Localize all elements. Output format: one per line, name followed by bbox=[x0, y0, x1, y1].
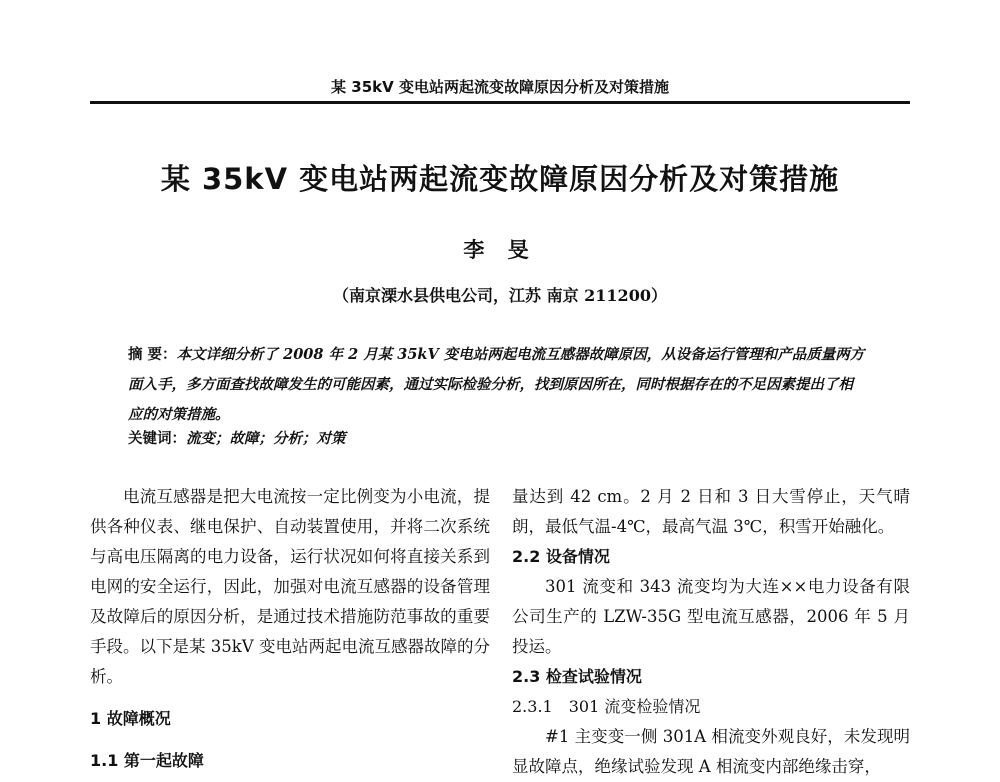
left-column bbox=[90, 482, 490, 776]
right-column bbox=[512, 482, 910, 782]
weather-paragraph: 量达到 42 cm。2 月 2 日和 3 日大雪停止，天气晴朗，最低气温-4℃，最高气温 3℃，积雪开始融化。 bbox=[512, 487, 910, 536]
equipment-paragraph: 301 流变和 343 流变均为大连××电力设备有限公司生产的 LZW-35G 型电流互感器，2006 年 5 月投运。 bbox=[512, 577, 910, 656]
abstract-label: 摘 要： bbox=[128, 347, 177, 363]
section-heading-1: 1 故障概况 bbox=[90, 709, 171, 728]
intro-paragraph: 电流互感器是把大电流按一定比例变为小电流，提供各种仪表、继电保护、自动装置使用，并将二次系统与高电压隔离的电力设备，运行状况如何将直接关系到电网的安全运行，因此，加强对电流互感器的设备管理及故障后的原因分析，是通过技术措施防范事故的重要手段。以下是某 35kV 变电站两起电流互感器故障的分析。 bbox=[90, 487, 490, 686]
section-heading-2-2: 2.2 设备情况 bbox=[512, 547, 610, 566]
running-header: 某 35kV 变电站两起流变故障原因分析及对策措施 bbox=[331, 78, 669, 96]
author-affiliation: （南京溧水县供电公司，江苏 南京 211200） bbox=[333, 286, 667, 305]
keywords-label: 关键词： bbox=[128, 431, 186, 447]
section-heading-2-3: 2.3 检查试验情况 bbox=[512, 667, 642, 686]
section-heading-1-1: 1.1 第一起故障 bbox=[90, 751, 204, 770]
keywords bbox=[128, 428, 866, 450]
abstract-text: 本文详细分析了 2008 年 2 月某 35kV 变电站两起电流互感器故障原因，从设备运行管理和产品质量两方面入手，多方面查找故障发生的可能因素，通过实际检验分析，找到原因所在，同时根据存在的不足因素提出了相应的对策措施。 bbox=[128, 346, 865, 423]
header-rule bbox=[90, 101, 910, 104]
paper-title: 某 35kV 变电站两起流变故障原因分析及对策措施 bbox=[160, 162, 840, 196]
keywords-text: 流变；故障；分析；对策 bbox=[186, 430, 346, 447]
abstract bbox=[128, 340, 866, 430]
section-heading-2-3-1: 2.3.1 301 流变检验情况 bbox=[512, 697, 701, 716]
inspection-paragraph: #1 主变变一侧 301A 相流变外观良好，未发现明显故障点，绝缘试验发现 A 相流变内部绝缘击穿， bbox=[512, 727, 910, 776]
author-name: 李 旻 bbox=[463, 237, 537, 262]
